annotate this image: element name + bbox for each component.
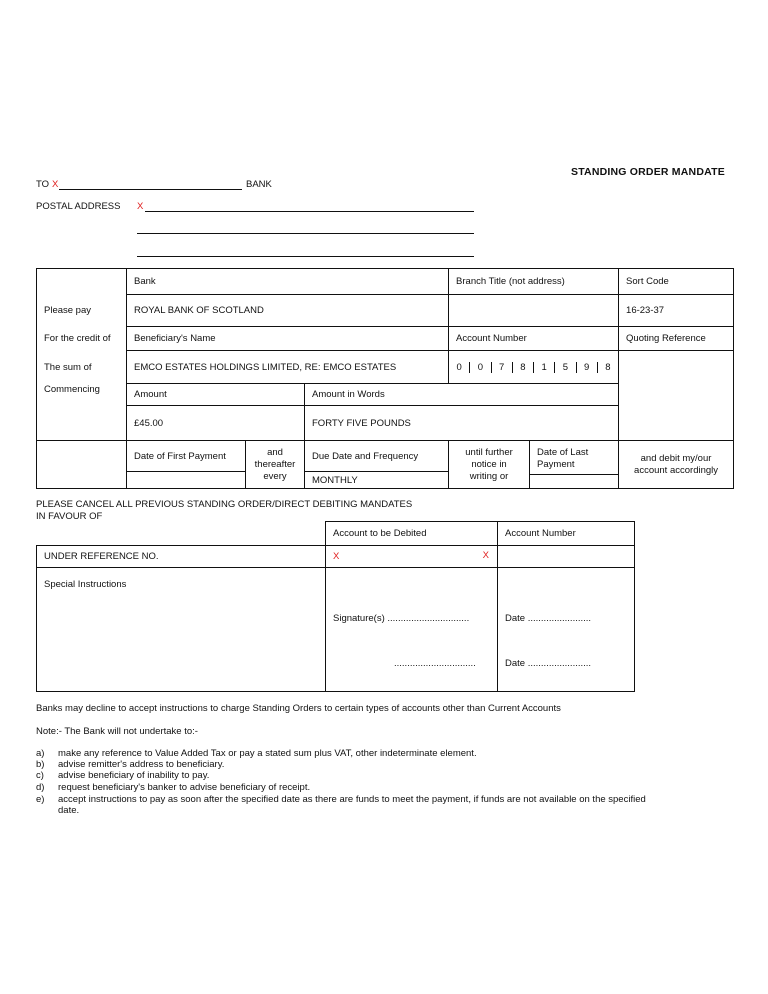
debited-x-mark-right: X bbox=[482, 550, 489, 561]
account-debited-field[interactable] bbox=[326, 546, 498, 568]
postal-x-mark: X bbox=[137, 201, 144, 212]
account-number-header-2: Account Number bbox=[498, 522, 635, 546]
sum-of-label: The sum of bbox=[37, 351, 127, 384]
branch-title-field[interactable] bbox=[449, 295, 619, 327]
to-x-mark: X bbox=[52, 179, 59, 190]
bank-label: BANK bbox=[246, 179, 272, 190]
first-payment-cell[interactable] bbox=[127, 441, 246, 489]
special-instructions-label: Special Instructions bbox=[37, 568, 326, 692]
sort-code-header: Sort Code bbox=[619, 269, 734, 295]
amount-value[interactable]: £45.00 bbox=[127, 406, 305, 441]
thereafter-text: and thereafter every bbox=[246, 441, 305, 489]
debit-account-text: and debit my/our account accordingly bbox=[619, 441, 734, 489]
note-item-text: request beneficiary's banker to advise beneficiary of receipt. bbox=[58, 782, 311, 793]
postal-address-label: POSTAL ADDRESS bbox=[36, 201, 121, 212]
note-item-letter: e) bbox=[36, 794, 45, 805]
cancel-mandates-line2: IN FAVOUR OF bbox=[36, 511, 103, 522]
account-digit: 5 bbox=[555, 362, 576, 373]
due-date-label: Due Date and Frequency bbox=[305, 441, 448, 472]
to-label: TO bbox=[36, 179, 50, 190]
last-payment-label: Date of Last Payment bbox=[530, 441, 618, 475]
bank-header: Bank bbox=[127, 269, 449, 295]
note-item-letter: b) bbox=[36, 759, 45, 770]
account-digit: 9 bbox=[577, 362, 598, 373]
note-item-text: advise beneficiary of inability to pay. bbox=[58, 770, 210, 781]
first-payment-label: Date of First Payment bbox=[127, 441, 245, 472]
date-field-2[interactable]: Date ........................ bbox=[505, 658, 592, 669]
postal-address-line-1[interactable] bbox=[145, 211, 474, 212]
note-intro: Note:- The Bank will not undertake to:- bbox=[36, 726, 198, 737]
postal-address-line-2[interactable] bbox=[137, 233, 474, 234]
sort-code-value[interactable]: 16-23-37 bbox=[619, 295, 734, 327]
beneficiary-header: Beneficiary's Name bbox=[127, 327, 449, 351]
account-digit: 0 bbox=[470, 362, 491, 373]
beneficiary-value[interactable]: EMCO ESTATES HOLDINGS LIMITED, RE: EMCO ESTATES bbox=[127, 351, 449, 384]
decline-note: Banks may decline to accept instructions to charge Standing Orders to certain types of accounts other than Current Accounts bbox=[36, 703, 561, 714]
until-further-notice-text: until further notice in writing or bbox=[449, 441, 530, 489]
account-number-header: Account Number bbox=[449, 327, 619, 351]
date-field-1[interactable]: Date ........................ bbox=[505, 613, 592, 624]
account-digit: 0 bbox=[449, 362, 470, 373]
quoting-reference-field[interactable] bbox=[619, 351, 734, 441]
note-item-letter: c) bbox=[36, 770, 44, 781]
account-number-boxes[interactable] bbox=[498, 546, 635, 568]
please-pay-label: Please pay bbox=[37, 295, 127, 327]
frequency-value: MONTHLY bbox=[312, 474, 358, 486]
branch-title-header: Branch Title (not address) bbox=[449, 269, 619, 295]
account-digit: 8 bbox=[513, 362, 534, 373]
amount-header: Amount bbox=[127, 384, 305, 406]
postal-address-line-3[interactable] bbox=[137, 256, 474, 257]
debited-x-mark-left: X bbox=[333, 551, 340, 562]
mandate-table bbox=[36, 268, 734, 489]
account-digit: 8 bbox=[605, 361, 611, 373]
amount-words-value[interactable]: FORTY FIVE POUNDS bbox=[305, 406, 619, 441]
note-item-letter: d) bbox=[36, 782, 45, 793]
credit-of-label: For the credit of bbox=[37, 327, 127, 351]
signature-field-2[interactable]: ............................... bbox=[394, 658, 476, 669]
commencing-label: Commencing bbox=[37, 384, 127, 441]
bank-name-value[interactable]: ROYAL BANK OF SCOTLAND bbox=[127, 295, 449, 327]
last-payment-cell[interactable] bbox=[530, 441, 619, 489]
note-item-letter: a) bbox=[36, 748, 45, 759]
cancellation-table bbox=[36, 521, 635, 692]
note-item-continuation: date. bbox=[58, 805, 80, 816]
amount-words-header: Amount in Words bbox=[305, 384, 619, 406]
page-title: STANDING ORDER MANDATE bbox=[571, 166, 725, 178]
account-number-digits[interactable] bbox=[449, 351, 619, 384]
under-reference-label: UNDER REFERENCE NO. bbox=[37, 546, 326, 568]
account-debited-header: Account to be Debited bbox=[326, 522, 498, 546]
note-item-text: accept instructions to pay as soon after the specified date as there are funds to meet the payment, if funds are not available on the specified bbox=[58, 794, 646, 805]
due-date-frequency-cell[interactable] bbox=[305, 441, 449, 489]
cancel-mandates-line1: PLEASE CANCEL ALL PREVIOUS STANDING ORDER/DIRECT DEBITING MANDATES bbox=[36, 499, 413, 510]
note-item-text: make any reference to Value Added Tax or pay a stated sum plus VAT, other indeterminate element. bbox=[58, 748, 477, 759]
signature-cell[interactable] bbox=[326, 568, 498, 692]
account-digit: 7 bbox=[492, 362, 513, 373]
quoting-reference-header: Quoting Reference bbox=[619, 327, 734, 351]
signature-field-1[interactable]: Signature(s) ............................... bbox=[333, 613, 470, 624]
bank-name-field[interactable] bbox=[59, 189, 242, 190]
note-item-text: advise remitter's address to beneficiary. bbox=[58, 759, 225, 770]
account-digit: 1 bbox=[534, 362, 555, 373]
date-cell[interactable] bbox=[498, 568, 635, 692]
